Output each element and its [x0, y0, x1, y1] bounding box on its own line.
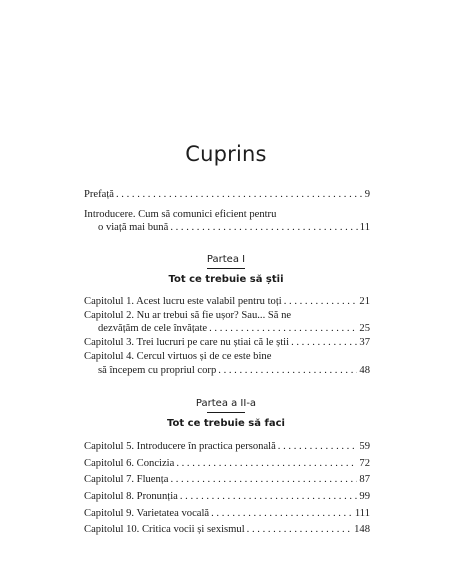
toc-entry-chapter-3 — [84, 336, 370, 350]
toc-leader-dots — [209, 322, 357, 336]
toc-leader-dots — [247, 523, 352, 537]
toc-page-number: 37 — [359, 337, 370, 348]
part2-rule — [207, 412, 245, 413]
toc-page-number: 72 — [359, 458, 370, 469]
toc-page-number: 9 — [364, 189, 370, 200]
toc-entry-chapter-2-line1: Capitolul 2. Nu ar trebui să fie ușor? Sau... Să ne — [84, 310, 292, 321]
toc-page-number: 87 — [359, 474, 370, 485]
toc-page-number: 21 — [359, 296, 370, 307]
toc-leader-dots — [180, 490, 358, 504]
toc-entry-text: Prefață — [84, 189, 114, 200]
toc-page-number: 59 — [359, 441, 370, 452]
part2-label: Partea a II-a — [195, 398, 257, 409]
toc-entry-introduction-line1: Introducere. Cum să comunici eficient pentru — [84, 209, 277, 220]
toc-entry-chapter-6 — [84, 457, 370, 471]
part2-title: Tot ce trebuie să faci — [167, 418, 285, 429]
part1-rule — [207, 268, 245, 269]
toc-page-number: 25 — [359, 323, 370, 334]
toc-entry-text: Capitolul 1. Acest lucru este valabil pentru toți — [84, 296, 282, 307]
toc-entry-chapter-1 — [84, 295, 370, 309]
toc-entry-text: Capitolul 7. Fluența — [84, 474, 169, 485]
toc-entry-introduction — [84, 221, 370, 235]
toc-leader-dots — [176, 457, 357, 471]
toc-entry-chapter-7 — [84, 473, 370, 487]
toc-leader-dots — [116, 188, 363, 202]
toc-leader-dots — [170, 473, 357, 487]
toc-leader-dots — [291, 336, 357, 350]
toc-entry-text: Capitolul 3. Trei lucruri pe care nu știai că le știi — [84, 337, 290, 348]
toc-entry-chapter-2 — [84, 322, 370, 336]
toc-entry-preface — [84, 188, 370, 202]
toc-entry-chapter-4 — [84, 364, 370, 378]
toc-entry-chapter-4-line1: Capitolul 4. Cercul virtuos și de ce este bine — [84, 351, 272, 362]
toc-entry-text: o viață mai bună — [98, 222, 169, 233]
toc-leader-dots — [218, 364, 357, 378]
toc-entry-text: Capitolul 5. Introducere în practica personală — [84, 441, 276, 452]
page-title: Cuprins — [185, 142, 267, 166]
toc-entry-chapter-8 — [84, 490, 370, 504]
toc-leader-dots — [284, 295, 358, 309]
toc-entry-text: dezvățăm de cele învățate — [98, 323, 208, 334]
part1-title: Tot ce trebuie să știi — [168, 274, 284, 285]
toc-leader-dots — [278, 440, 358, 454]
toc-entry-chapter-9 — [84, 507, 370, 521]
toc-entry-text: Capitolul 9. Varietatea vocală — [84, 508, 210, 519]
toc-leader-dots — [211, 507, 353, 521]
toc-entry-chapter-5 — [84, 440, 370, 454]
toc-page-number: 48 — [359, 365, 370, 376]
toc-page-number: 148 — [354, 524, 370, 535]
toc-entry-text: Capitolul 10. Critica vocii și sexismul — [84, 524, 245, 535]
toc-entry-text: să începem cu propriul corp — [98, 365, 217, 376]
toc-entry-text: Capitolul 8. Pronunția — [84, 491, 178, 502]
toc-page-number: 111 — [354, 508, 370, 519]
toc-leader-dots — [170, 221, 357, 235]
toc-page-number: 11 — [359, 222, 370, 233]
toc-entry-text: Capitolul 6. Concizia — [84, 458, 175, 469]
part1-label: Partea I — [206, 254, 246, 265]
toc-page-number: 99 — [359, 491, 370, 502]
toc-entry-chapter-10 — [84, 523, 370, 537]
